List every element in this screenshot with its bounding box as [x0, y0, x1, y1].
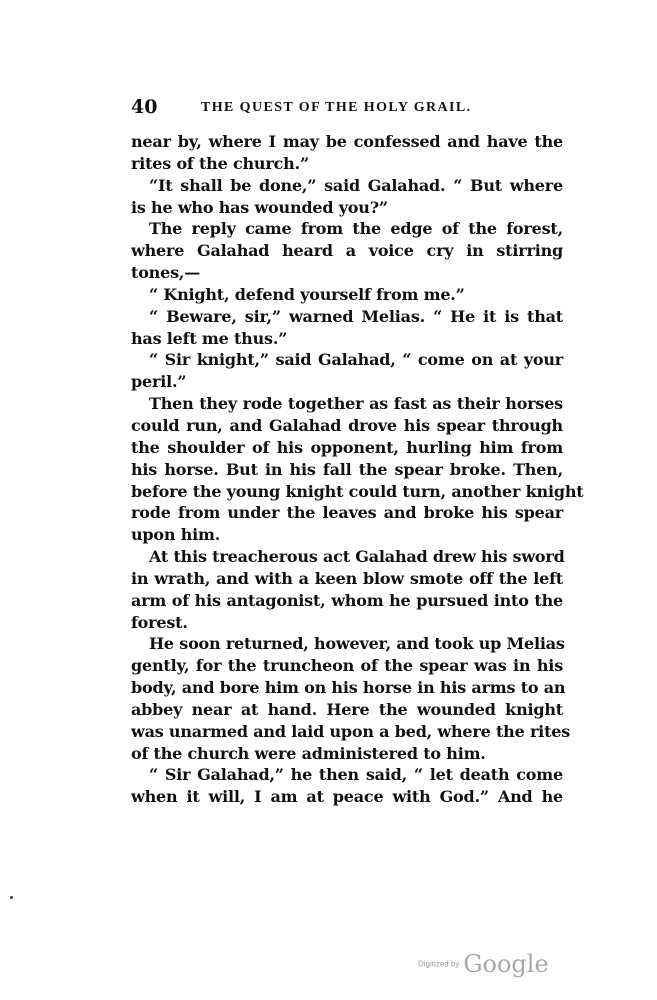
watermark-prefix: Digitized by — [418, 959, 460, 969]
text-line: his horse. But in his fall the spear broke. Then, — [131, 459, 563, 479]
text-line: upon him. — [131, 525, 221, 545]
text-line: has left me thus.” — [131, 328, 288, 348]
text-line: rode from under the leaves and broke his spear — [131, 503, 563, 523]
text-line: At this treacherous act Galahad drew his sword — [149, 547, 565, 567]
text-line: “ Sir knight,” said Galahad, “ come on at your — [149, 350, 563, 370]
text-line: was unarmed and laid upon a bed, where the rites — [131, 721, 571, 741]
text-line: “ Beware, sir,” warned Melias. “ He it is that — [149, 306, 563, 326]
text-line: “It shall be done,” said Galahad. “ But where — [149, 175, 563, 195]
body-text — [131, 131, 584, 808]
text-line: gently, for the truncheon of the spear was in his — [131, 656, 563, 676]
digitized-watermark — [418, 950, 549, 980]
text-line: The reply came from the edge of the forest, — [149, 219, 563, 239]
text-line: when it will, I am at peace with God.” And he — [131, 787, 563, 807]
text-line: tones,— — [131, 263, 201, 283]
text-line: could run, and Galahad drove his spear through — [131, 415, 563, 435]
text-line: “ Knight, defend yourself from me.” — [149, 284, 465, 304]
text-line: abbey near at hand. Here the wounded knight — [131, 699, 563, 719]
text-line: peril.” — [131, 372, 187, 392]
text-line: where Galahad heard a voice cry in stirring — [131, 241, 563, 261]
text-line: body, and bore him on his horse in his arms to an — [131, 678, 566, 698]
text-line: Then they rode together as fast as their horses — [149, 394, 563, 414]
page-number: 40 — [131, 96, 158, 118]
text-line: of the church were administered to him. — [131, 743, 486, 763]
text-line: the shoulder of his opponent, hurling him from — [131, 437, 563, 457]
text-line: He soon returned, however, and took up Melias — [149, 634, 565, 654]
text-line: is he who has wounded you?” — [131, 197, 388, 217]
scan-speck — [10, 896, 13, 899]
text-line: near by, where I may be confessed and have the — [131, 132, 563, 151]
page-header — [131, 96, 571, 118]
text-line: rites of the church.” — [131, 153, 309, 173]
text-line: before the young knight could turn, another knight — [131, 481, 584, 501]
running-head: THE QUEST OF THE HOLY GRAIL. — [201, 100, 472, 115]
text-line: forest. — [131, 612, 188, 632]
google-logo: Google — [463, 950, 549, 978]
text-line: “ Sir Galahad,” he then said, “ let death come — [149, 765, 563, 785]
text-line: arm of his antagonist, whom he pursued into the — [131, 590, 563, 610]
text-line: in wrath, and with a keen blow smote off the left — [131, 568, 563, 588]
